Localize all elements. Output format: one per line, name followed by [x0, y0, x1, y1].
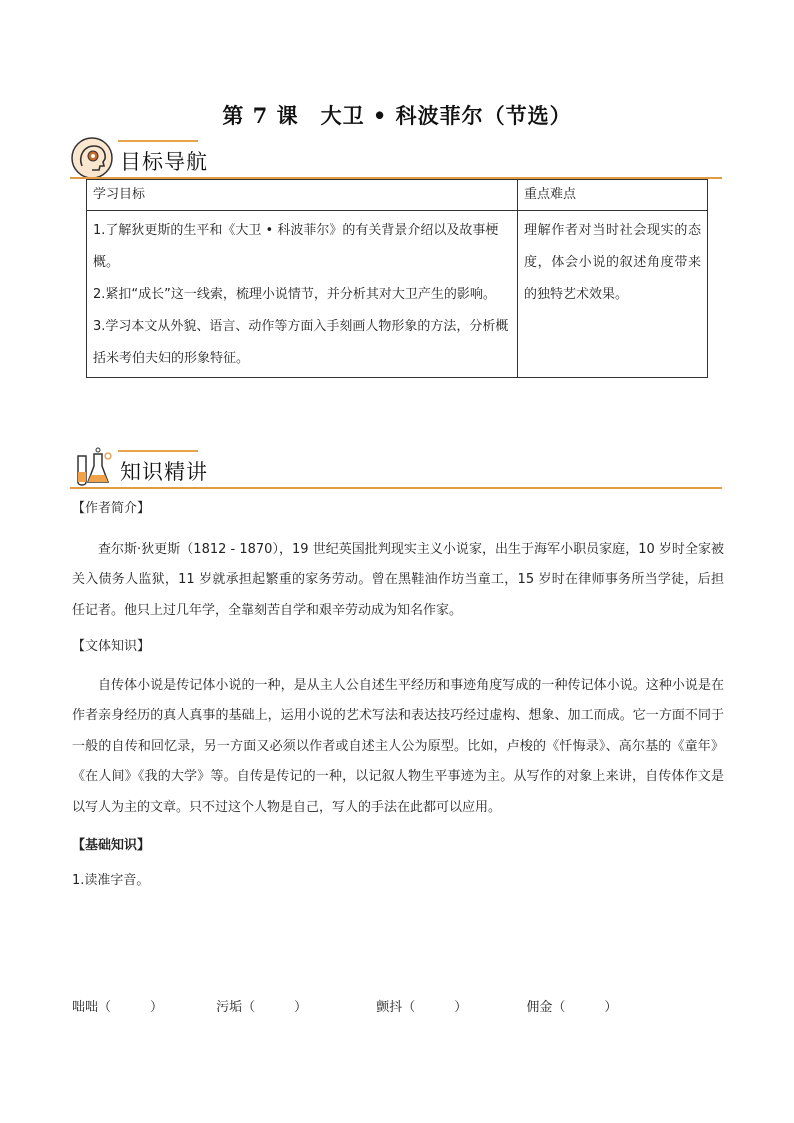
basics-heading: 【基础知识】 — [72, 838, 151, 853]
section-title: 知识精讲 — [120, 460, 208, 484]
fill-item[interactable]: 佣金（ ） — [526, 1000, 618, 1015]
key-points-text: 理解作者对当时社会现实的态度，体会小说的叙述角度带来的独特艺术效果。 — [524, 223, 701, 302]
key-points-header: 重点难点 — [518, 180, 708, 211]
author-heading: 【作者简介】 — [72, 501, 151, 516]
genre-heading: 【文体知识】 — [72, 639, 151, 654]
goals-header: 学习目标 — [87, 180, 518, 211]
key-points-cell — [518, 211, 708, 378]
section-title: 目标导航 — [120, 150, 208, 174]
page-title: 第 7 课 大卫 • 科波菲尔（节选） — [222, 103, 572, 128]
fill-item[interactable]: 咄咄（ ） — [72, 1000, 164, 1015]
fill-item[interactable]: 污垢（ ） — [216, 1000, 308, 1015]
head-gear-icon — [70, 136, 114, 180]
goal-item: 2.紧扣“成长”这一线索，梳理小说情节，并分析其对大卫产生的影响。 — [93, 287, 496, 302]
fill-item[interactable]: 颤抖（ ） — [376, 1000, 468, 1015]
author-paragraph: 查尔斯·狄更斯（1812 - 1870），19 世纪英国批判现实主义小说家，出生于海军小职员家庭，10 岁时全家被关入债务人监狱，11 岁就承担起繁重的家务劳动。曾在黑鞋油作坊当童工，15 岁时在律师事务所当学徒，后担任记者。他只上过几年学，全靠刻苦自学和艰辛劳动成为知名作家。 — [72, 541, 724, 618]
question-1: 1.读准字音。 — [72, 872, 150, 888]
header-decor-line — [118, 140, 198, 142]
goals-table — [86, 179, 708, 378]
section-header-knowledge — [70, 450, 722, 488]
header-decor-line — [118, 450, 198, 452]
knowledge-body — [72, 494, 724, 896]
goals-cell — [87, 211, 518, 378]
section-header-goals — [70, 140, 722, 178]
pinyin-fill-row — [72, 996, 617, 1015]
goal-item: 1.了解狄更斯的生平和《大卫 • 科波菲尔》的有关背景介绍以及故事梗概。 — [93, 223, 499, 270]
genre-paragraph: 自传体小说是传记体小说的一种，是从主人公自述生平经历和事迹角度写成的一种传记体小说。这种小说是在作者亲身经历的真人真事的基础上，运用小说的艺术写法和表达技巧经过虚构、想象、加工而成。它一方面不同于一般的自传和回忆录，另一方面又必须以作者或自述主人公为原型。比如，卢梭的《忏悔录》、高尔基的《童年》《在人间》《我的大学》等。自传是传记的一种，以记叙人物生平事迹为主。从写作的对象上来讲，自传体作文是以写人为主的文章。只不过这个人物是自己，写人的手法在此都可以应用。 — [72, 677, 724, 815]
lab-flask-icon — [70, 446, 114, 490]
goal-item: 3.学习本文从外貌、语言、动作等方面入手刻画人物形象的方法，分析概括米考伯夫妇的形象特征。 — [93, 319, 509, 366]
section-underline — [70, 487, 722, 489]
